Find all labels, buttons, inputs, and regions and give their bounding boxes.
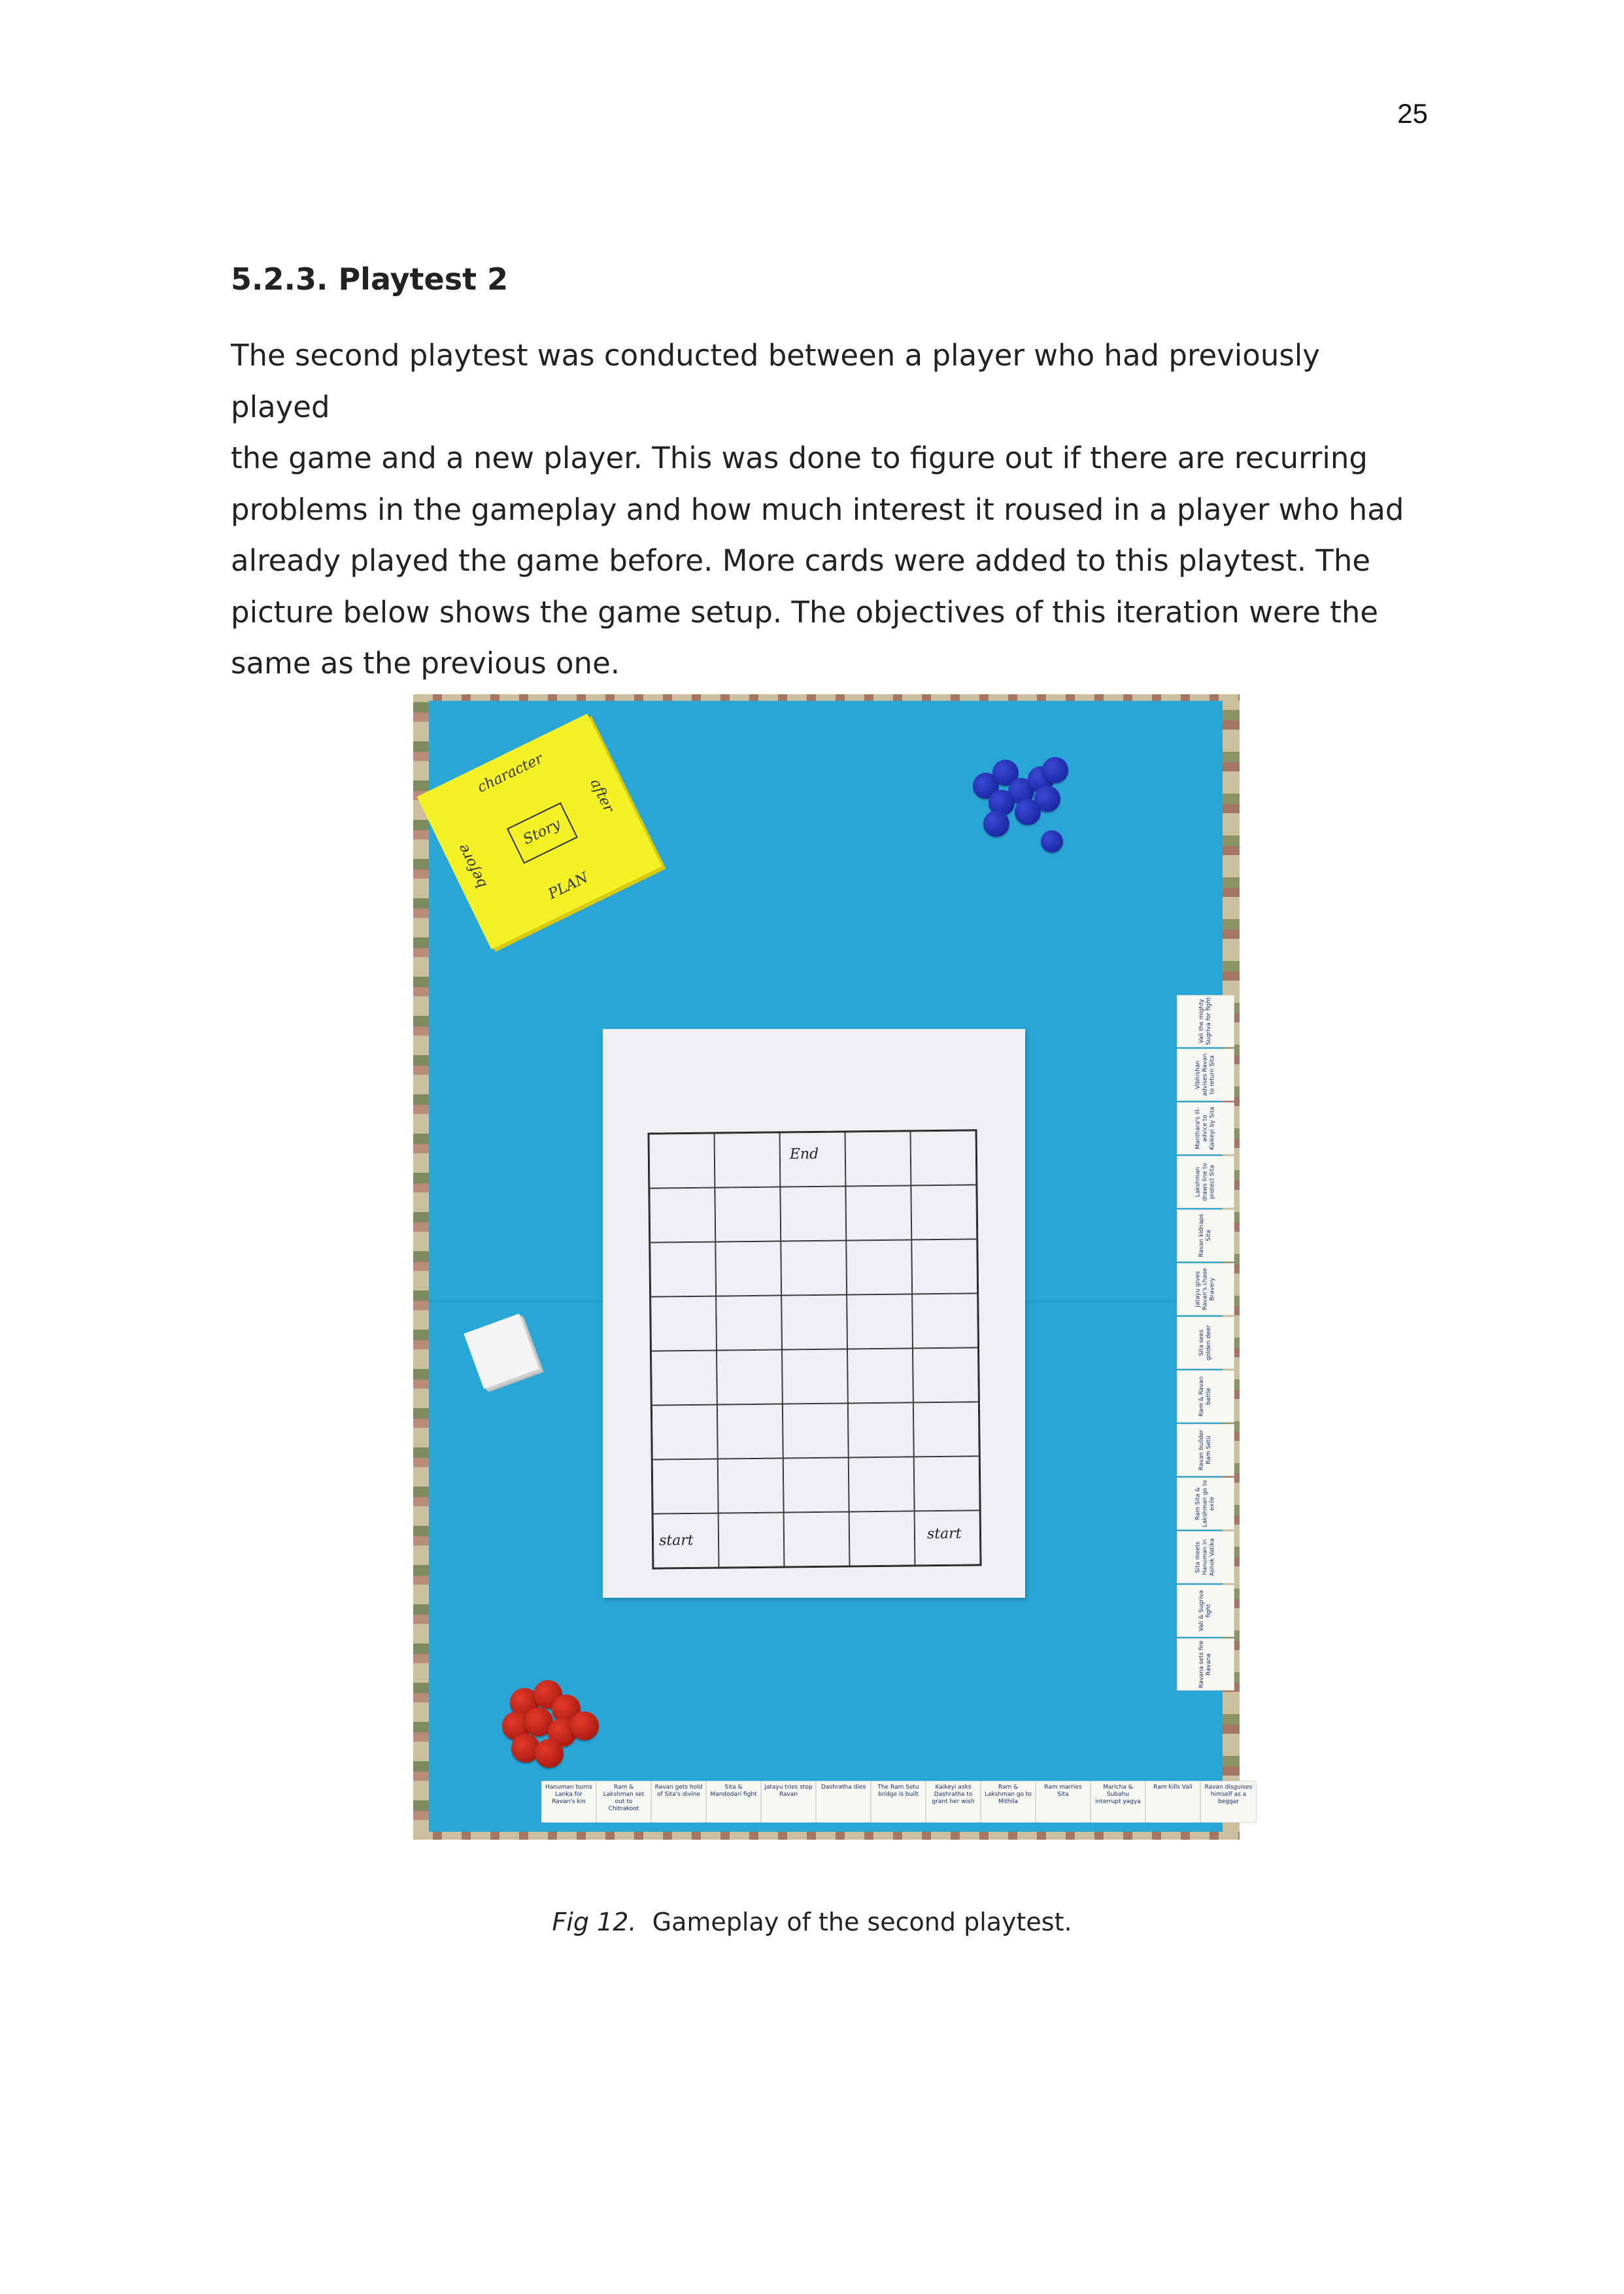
paragraph-line: already played the game before. More cards were added to this playtest. The <box>231 543 1371 578</box>
board-cell <box>717 1350 783 1405</box>
sticky-story-box <box>507 802 578 864</box>
blue-token <box>1042 757 1068 783</box>
story-card <box>1177 1317 1234 1369</box>
board-cell <box>652 1459 719 1514</box>
board-cell <box>650 1242 716 1297</box>
story-card <box>1177 1049 1234 1101</box>
story-card <box>1177 1585 1234 1637</box>
figure-label: Fig 12. <box>552 1908 637 1936</box>
sticky-label-plan: PLAN <box>545 869 591 903</box>
sticky-label-before: before <box>454 841 490 891</box>
board-cell <box>649 1134 715 1189</box>
story-card-text: Jatayu tries stop Ravan <box>764 1784 813 1798</box>
board-cell <box>782 1349 848 1404</box>
section-heading: 5.2.3. Playtest 2 <box>231 261 509 297</box>
sticky-label-character: character <box>475 751 546 796</box>
story-card-text: Ravana sets fire Ravana <box>1198 1640 1212 1689</box>
story-card <box>981 1781 1036 1823</box>
paragraph-line: same as the previous one. <box>231 646 620 681</box>
board-cell <box>845 1131 911 1186</box>
story-card <box>1036 1781 1091 1823</box>
story-card <box>1177 1209 1234 1262</box>
story-card <box>1091 1781 1145 1823</box>
board-cell <box>718 1459 784 1513</box>
story-card-text: Maricha & Subahu interrupt yagya <box>1095 1784 1141 1805</box>
board-cell <box>847 1294 913 1349</box>
board-cell <box>780 1186 846 1241</box>
board-cell <box>719 1513 785 1568</box>
game-board-sheet <box>603 1029 1025 1598</box>
story-card <box>706 1781 761 1823</box>
story-card <box>1177 1156 1234 1208</box>
tablecloth-edge-bottom <box>413 1832 1240 1840</box>
page-number: 25 <box>1397 98 1428 129</box>
story-card <box>1177 1424 1234 1476</box>
tablecloth-edge-top <box>413 694 1240 701</box>
story-card-text: Kaikeyi asks Dashratha to grant her wish <box>932 1784 975 1805</box>
end-label: End <box>789 1145 819 1163</box>
board-cell-end <box>780 1132 846 1187</box>
story-card-text: Sita & Mandodari fight <box>710 1784 757 1798</box>
story-card-text: Vibhishan advises Ravan to return Sita <box>1194 1053 1216 1096</box>
story-card <box>1177 1477 1234 1530</box>
story-card-text: Jatayu gives Ravan's chase Bravery <box>1194 1268 1216 1311</box>
board-cell <box>783 1403 849 1458</box>
story-card-text: Vali the mighty Sugriva for fight <box>1198 997 1212 1045</box>
story-card-text: Sita meets Hanuman in Ashok Vatika <box>1194 1538 1216 1576</box>
story-card-text: Ravan builder Ram Setu <box>1198 1429 1212 1471</box>
board-cell <box>717 1404 783 1459</box>
paragraph-line: problems in the gameplay and how much interest it roused in a player who had <box>231 492 1404 527</box>
board-cell <box>651 1351 717 1406</box>
figure-caption <box>0 1908 1624 1936</box>
story-card-text: Ravan gets hold of Sita's divine <box>654 1784 703 1798</box>
story-card-text: Ravan kidnaps Sita <box>1198 1213 1212 1258</box>
board-cell <box>781 1294 847 1349</box>
board-cell <box>845 1185 911 1240</box>
story-card-text: The Ram Setu bridge is built <box>877 1784 919 1798</box>
board-cell <box>715 1241 781 1296</box>
paragraph-line: picture below shows the game setup. The objectives of this iteration were the <box>231 594 1379 630</box>
story-card <box>596 1781 651 1823</box>
sticky-label-story: Story <box>520 816 564 849</box>
board-cell <box>846 1240 912 1294</box>
story-card <box>871 1781 926 1823</box>
board-cell <box>911 1130 977 1185</box>
blue-token <box>1041 830 1063 852</box>
story-card-text: Dashratha dies <box>820 1784 866 1791</box>
story-card <box>1177 1102 1234 1155</box>
board-cell <box>784 1511 850 1566</box>
board-cell-start-left <box>653 1513 719 1568</box>
board-cell <box>849 1511 915 1566</box>
board-cell <box>848 1402 914 1457</box>
bottom-card-row <box>541 1781 1253 1827</box>
red-token <box>570 1712 599 1740</box>
story-card-text: Hanuman burns Lanka for Ravan's kin <box>545 1784 592 1805</box>
board-cell <box>783 1457 849 1512</box>
story-card <box>1177 1638 1234 1691</box>
story-card-text: Ram Sita & Lakshman go to exile <box>1194 1479 1216 1528</box>
board-cell <box>716 1296 782 1351</box>
story-card-text: Ram marries Sita <box>1044 1784 1082 1798</box>
story-card <box>1177 1263 1234 1315</box>
board-cell <box>911 1185 977 1240</box>
board-cell <box>651 1296 717 1351</box>
blue-token <box>1015 799 1041 825</box>
start-label-right: start <box>926 1525 962 1543</box>
figure-caption-text: Gameplay of the second playtest. <box>652 1908 1072 1936</box>
story-card <box>761 1781 816 1823</box>
blank-card-stack <box>464 1313 539 1389</box>
story-card-text: Vali & Sugriva fight <box>1198 1590 1212 1632</box>
board-cell <box>911 1239 977 1294</box>
story-card <box>541 1781 596 1823</box>
board-cell <box>913 1402 979 1457</box>
story-card <box>926 1781 981 1823</box>
story-card <box>1177 1531 1234 1583</box>
sticky-note-story-cards <box>417 714 662 950</box>
board-cell <box>847 1348 913 1403</box>
story-card-text: Lakshman draws line to protect Sita <box>1194 1163 1216 1201</box>
gameplay-photo <box>413 694 1253 1840</box>
board-cell <box>715 1187 781 1242</box>
story-card <box>1177 1370 1234 1423</box>
board-cell <box>914 1456 980 1511</box>
body-paragraph <box>231 330 1427 690</box>
sticky-label-after: after <box>586 776 617 815</box>
board-cell <box>652 1405 718 1460</box>
paragraph-line: The second playtest was conducted between a player who had previously played <box>231 338 1320 424</box>
start-label-left: start <box>658 1532 694 1549</box>
story-card-text: Ravan disguises himself as a beggar <box>1204 1784 1253 1805</box>
board-cell-start-right <box>915 1510 981 1565</box>
story-card-text: Ram kills Vali <box>1153 1784 1193 1791</box>
story-card <box>816 1781 871 1823</box>
board-cell <box>912 1293 978 1348</box>
tablecloth-edge-left <box>413 694 429 1840</box>
paragraph-line: the game and a new player. This was done to figure out if there are recurring <box>231 441 1368 475</box>
story-card-text: Ram & Lakshman go to Mithila <box>984 1784 1032 1805</box>
story-card <box>1145 1781 1200 1823</box>
story-card-text: Manthara's ill-advice to Kaikeyi by Sita <box>1194 1106 1216 1151</box>
story-card-text: Ram & Ravan battle <box>1198 1376 1212 1417</box>
story-card-text: Sita sees golden deer <box>1198 1324 1212 1361</box>
story-card <box>651 1781 706 1823</box>
board-cell <box>715 1133 781 1188</box>
story-card <box>1200 1781 1257 1823</box>
story-card <box>1177 995 1234 1047</box>
blue-token <box>983 811 1009 837</box>
board-cell <box>849 1457 915 1511</box>
red-token <box>535 1739 564 1768</box>
board-cell <box>781 1240 847 1295</box>
board-cell <box>913 1347 979 1402</box>
story-card-text: Ram & Lakshman set out to Chitrakoot <box>603 1784 645 1812</box>
board-cell <box>649 1188 715 1243</box>
game-board-grid <box>648 1129 982 1569</box>
